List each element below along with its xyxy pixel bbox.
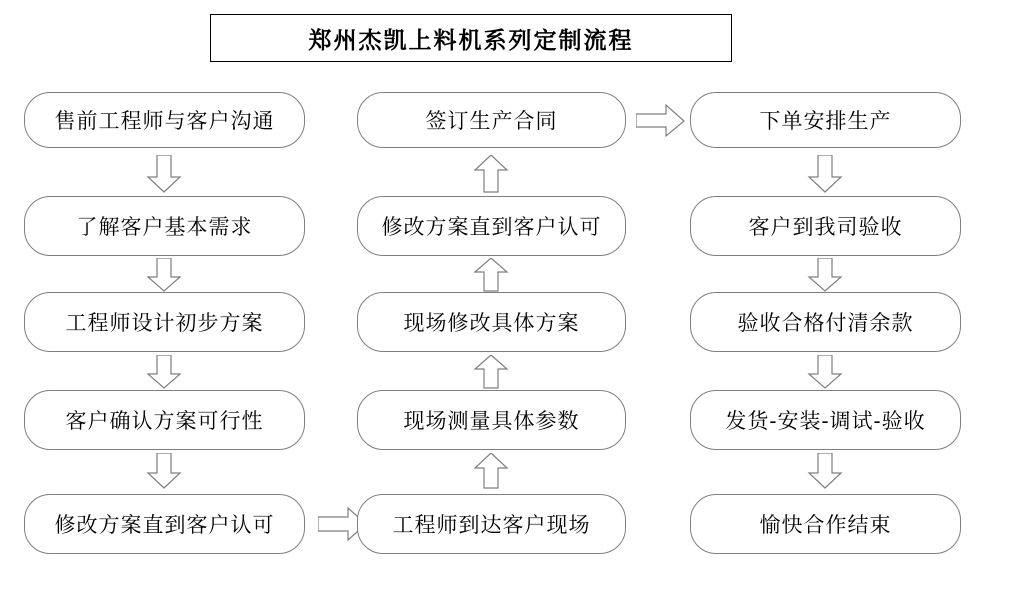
node-col3-2-label: 客户到我司验收 bbox=[748, 215, 903, 239]
arrow-col1-1-2 bbox=[146, 155, 182, 193]
node-col2-2[interactable] bbox=[357, 196, 626, 256]
diagram-title: 郑州杰凯上料机系列定制流程 bbox=[308, 26, 634, 54]
arrow-col2-4-3 bbox=[473, 355, 509, 389]
node-col3-3-label: 验收合格付清余款 bbox=[737, 311, 914, 335]
arrow-col2-3-2 bbox=[473, 258, 509, 292]
node-col1-4-label: 客户确认方案可行性 bbox=[65, 409, 264, 433]
node-col1-3[interactable] bbox=[24, 292, 305, 352]
node-col3-3[interactable] bbox=[690, 292, 961, 352]
arrow-col2-5-4 bbox=[473, 453, 509, 489]
node-col3-2[interactable] bbox=[690, 196, 961, 256]
node-col3-4[interactable] bbox=[690, 390, 961, 450]
node-col1-3-label: 工程师设计初步方案 bbox=[65, 311, 264, 335]
node-col2-2-label: 修改方案直到客户认可 bbox=[381, 215, 602, 239]
node-col3-5[interactable] bbox=[690, 494, 961, 554]
arrow-col3-4-5 bbox=[807, 453, 843, 489]
arrow-col2-to-col3 bbox=[636, 104, 686, 138]
node-col1-1[interactable] bbox=[24, 92, 305, 148]
node-col2-4-label: 现场测量具体参数 bbox=[403, 409, 580, 433]
node-col3-1-label: 下单安排生产 bbox=[759, 109, 892, 133]
node-col2-5[interactable] bbox=[357, 494, 626, 554]
arrow-col1-3-4 bbox=[146, 355, 182, 389]
arrow-col3-2-3 bbox=[807, 258, 843, 292]
node-col2-1[interactable] bbox=[357, 92, 626, 148]
arrow-col1-2-3 bbox=[146, 258, 182, 292]
node-col1-5[interactable] bbox=[24, 494, 305, 554]
node-col3-4-label: 发货-安装-调试-验收 bbox=[725, 409, 926, 433]
node-col2-3-label: 现场修改具体方案 bbox=[403, 311, 580, 335]
node-col3-1[interactable] bbox=[690, 92, 961, 148]
node-col1-2-label: 了解客户基本需求 bbox=[76, 215, 253, 239]
arrow-col2-2-1 bbox=[473, 155, 509, 193]
node-col1-1-label: 售前工程师与客户沟通 bbox=[54, 109, 275, 133]
node-col1-4[interactable] bbox=[24, 390, 305, 450]
node-col3-5-label: 愉快合作结束 bbox=[759, 513, 892, 537]
diagram-title-box bbox=[210, 14, 732, 62]
node-col2-5-label: 工程师到达客户现场 bbox=[392, 513, 591, 537]
node-col2-3[interactable] bbox=[357, 292, 626, 352]
node-col2-1-label: 签订生产合同 bbox=[425, 109, 558, 133]
node-col2-4[interactable] bbox=[357, 390, 626, 450]
arrow-col3-3-4 bbox=[807, 355, 843, 389]
arrow-col3-1-2 bbox=[807, 155, 843, 193]
node-col1-2[interactable] bbox=[24, 196, 305, 256]
node-col1-5-label: 修改方案直到客户认可 bbox=[54, 513, 275, 537]
arrow-col1-4-5 bbox=[146, 453, 182, 489]
